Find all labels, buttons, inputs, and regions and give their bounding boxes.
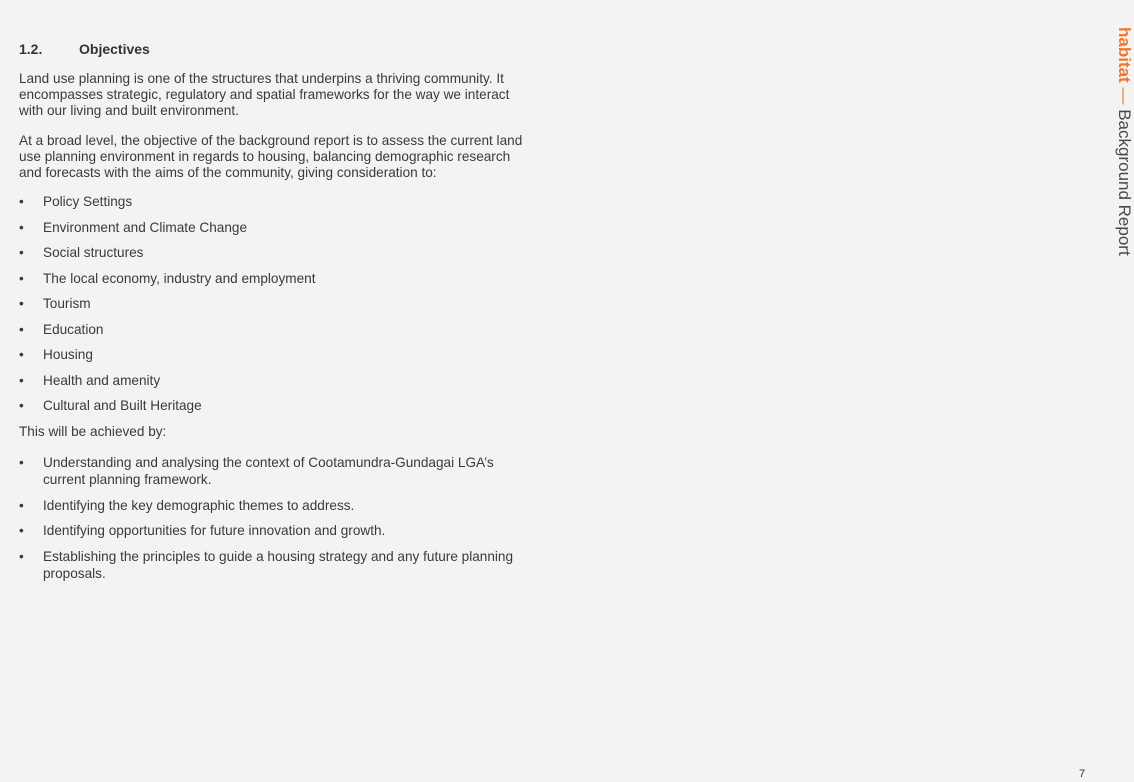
list-item-text: Tourism xyxy=(43,296,91,311)
section-heading xyxy=(19,41,150,57)
section-title: Objectives xyxy=(79,41,150,57)
brand-logo-text: habitat xyxy=(1115,27,1134,83)
list-item-text: Identifying opportunities for future innovation and growth. xyxy=(43,523,386,538)
list-item xyxy=(19,193,529,219)
list-item-text: Housing xyxy=(43,347,93,362)
list-item-text: Understanding and analysing the context of Cootamundra-Gundagai LGA’s current planning framework. xyxy=(43,455,494,487)
intro-paragraph: Land use planning is one of the structures that underpins a thriving community. It encompasses strategic, regulatory and spatial frameworks for the way we interact with our living and built environment. xyxy=(19,71,510,118)
list-item xyxy=(19,346,529,372)
bullet-icon: • xyxy=(19,398,24,413)
list-item xyxy=(19,497,529,514)
bullet-icon: • xyxy=(19,347,24,362)
considerations-list xyxy=(19,193,529,423)
list-item-text: The local economy, industry and employment xyxy=(43,270,316,286)
bullet-icon: • xyxy=(19,219,24,235)
bullet-icon: • xyxy=(19,455,24,470)
bullet-icon: • xyxy=(19,245,24,260)
list-item-text: Identifying the key demographic themes to address. xyxy=(43,497,355,513)
list-item xyxy=(19,219,529,245)
list-item xyxy=(19,397,529,423)
bullet-icon: • xyxy=(19,523,24,538)
objective-paragraph: At a broad level, the objective of the background report is to assess the current land use planning environment in regards to housing, balancing demographic research and forecasts with the aims of the community, giving consideration to: xyxy=(19,133,523,180)
list-item xyxy=(19,522,529,539)
bullet-icon: • xyxy=(19,497,24,513)
list-item xyxy=(19,372,529,398)
list-item xyxy=(19,244,529,270)
bullet-icon: • xyxy=(19,270,24,286)
bullet-icon: • xyxy=(19,548,24,564)
list-item xyxy=(19,270,529,296)
document-title: Background Report xyxy=(1115,109,1134,256)
list-item xyxy=(19,321,529,347)
list-item-text: Social structures xyxy=(43,245,144,260)
list-item xyxy=(19,454,529,488)
page-number: 7 xyxy=(1079,768,1086,780)
side-brand xyxy=(1114,27,1134,256)
list-item xyxy=(19,295,529,321)
actions-list xyxy=(19,454,529,590)
list-item xyxy=(19,548,529,582)
bullet-icon: • xyxy=(19,321,24,337)
achieved-intro: This will be achieved by: xyxy=(19,424,167,439)
section-number: 1.2. xyxy=(19,41,43,57)
brand-separator: — xyxy=(1115,87,1134,105)
bullet-icon: • xyxy=(19,296,24,311)
bullet-icon: • xyxy=(19,194,24,209)
list-item-text: Environment and Climate Change xyxy=(43,219,248,235)
list-item-text: Cultural and Built Heritage xyxy=(43,398,202,413)
list-item-text: Establishing the principles to guide a housing strategy and any future planning proposals. xyxy=(43,548,514,581)
list-item-text: Education xyxy=(43,321,104,337)
bullet-icon: • xyxy=(19,372,24,388)
list-item-text: Policy Settings xyxy=(43,194,133,209)
list-item-text: Health and amenity xyxy=(43,372,161,388)
